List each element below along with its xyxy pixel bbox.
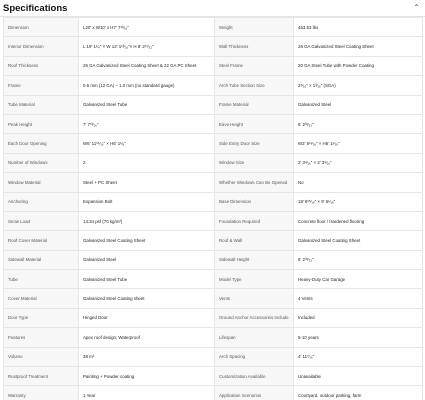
spec-value: 453.53 lbs (294, 18, 423, 37)
spec-label: Window Material (4, 173, 79, 192)
spec-row (4, 367, 423, 386)
spec-label: Cover Material (4, 289, 79, 308)
spec-label: Sidewall Material (4, 250, 79, 269)
spec-value: 4' 11⁷⁄₁₆" (294, 347, 423, 366)
spec-label: Interior Dimension (4, 37, 79, 56)
spec-row (4, 289, 423, 308)
spec-label: Volume (4, 347, 79, 366)
spec-row (4, 95, 423, 114)
specifications-header[interactable] (0, 0, 425, 17)
spec-value: 19' 8¹⁵⁄₁₆" × 9' 6¹⁄₁₆" (294, 192, 423, 211)
spec-label: Arch Spacing (215, 347, 294, 366)
spec-value: Courtyard, outdoor parking, farm (294, 386, 423, 400)
spec-value: Galvanized Steel (294, 95, 423, 114)
spec-row (4, 37, 423, 56)
chevron-up-icon[interactable]: ⌃ (413, 3, 420, 12)
spec-label: Model Type (215, 270, 294, 289)
spec-row (4, 347, 423, 366)
spec-value: L 19' 1¹⁄₄" × W 12' 1¹³⁄₁₆"× H 8' 2¹⁷⁄₃₂" (79, 37, 215, 56)
spec-label: Dimension (4, 18, 79, 37)
spec-row (4, 134, 423, 153)
spec-row (4, 308, 423, 327)
spec-label: Frame Material (215, 95, 294, 114)
spec-value: 7' 7¹³⁄₁₆" (79, 114, 215, 133)
spec-label: Sidewall Height (215, 250, 294, 269)
spec-label: Frame (4, 76, 79, 95)
spec-label: Wall Thickness (215, 37, 294, 56)
spec-label: Arch Tube Section Size (215, 76, 294, 95)
spec-value: Expansion Bolt (79, 192, 215, 211)
spec-value: 0.6 mm (12 GA) – 1.0 mm (no standard gauge) (79, 76, 215, 95)
spec-label: Eave Height (215, 114, 294, 133)
spec-label: Roof Cover Material (4, 231, 79, 250)
spec-value: Included (294, 308, 423, 327)
spec-label: Weight (215, 18, 294, 37)
spec-row (4, 173, 423, 192)
spec-label: Foundation Required (215, 211, 294, 230)
spec-value: 5-10 years (294, 328, 423, 347)
spec-value: Concrete floor / Hardened flooring (294, 211, 423, 230)
spec-label: Window Size (215, 153, 294, 172)
spec-value: 26 GA Galvanized Steel Coating Sheet & 22 GA PC Sheet (79, 56, 215, 75)
spec-row (4, 250, 423, 269)
spec-label: Warranty (4, 386, 79, 400)
spec-value: 6' 2³¹⁄₃₂" (294, 114, 423, 133)
spec-label: Each Door Opening (4, 134, 79, 153)
spec-row (4, 76, 423, 95)
spec-label: Roof & Wall (215, 231, 294, 250)
spec-label: Whether Windows Can Be Opened (215, 173, 294, 192)
spec-label: Application Scenarios (215, 386, 294, 400)
spec-row (4, 328, 423, 347)
spec-label: Ground Anchor Accessories Include (215, 308, 294, 327)
spec-label: Lifespan (215, 328, 294, 347)
spec-value: 1 Year (79, 386, 215, 400)
spec-row (4, 231, 423, 250)
spec-value: W6' 11¹⁵⁄₁₆" × H6' 1¹⁄₈" (79, 134, 215, 153)
spec-row (4, 114, 423, 133)
spec-label: Customization Available (215, 367, 294, 386)
spec-label: Features (4, 328, 79, 347)
section-title: Specifications (3, 2, 68, 14)
spec-value: 2' 3⁹⁄₁₆" × 2' 3⁹⁄₁₆" (294, 153, 423, 172)
spec-label: Door Type (4, 308, 79, 327)
spec-value: Apex roof design; Waterproof (79, 328, 215, 347)
spec-value: Steel + PC Sheet (79, 173, 215, 192)
spec-label: Base Dimension (215, 192, 294, 211)
spec-row (4, 270, 423, 289)
spec-value: 6' 2³¹⁄₃₂" (294, 250, 423, 269)
spec-value: 26 GA Galvanized Steel Coating Sheet (294, 37, 423, 56)
spec-row (4, 192, 423, 211)
spec-label: Number of Windows (4, 153, 79, 172)
spec-value: Galvanized Steel Coating Sheet (294, 231, 423, 250)
spec-value: 14.34 psf (70 kg/m²) (79, 211, 215, 230)
spec-value: Unavailable (294, 367, 423, 386)
spec-label: Tube Material (4, 95, 79, 114)
spec-value: Galvanized Steel (79, 250, 215, 269)
spec-label: Rustproof Treatment (4, 367, 79, 386)
spec-row (4, 18, 423, 37)
spec-label: Anchoring (4, 192, 79, 211)
spec-label: Steel Frame (215, 56, 294, 75)
spec-value: Painting + Powder coating (79, 367, 215, 386)
spec-label: Roof Thickness (4, 56, 79, 75)
spec-value: 20 GA Steel Tube with Powder Coating (294, 56, 423, 75)
spec-value: Hinged Door (79, 308, 215, 327)
spec-label: Peak Height (4, 114, 79, 133)
spec-value: Galvanized Steel Tube (79, 270, 215, 289)
spec-label: Vents (215, 289, 294, 308)
spec-row (4, 153, 423, 172)
spec-value: Galvanized Steel Tube (79, 95, 215, 114)
spec-value: Heavy-Duty Car Garage (294, 270, 423, 289)
spec-row (4, 211, 423, 230)
spec-value: 2⁵⁄₁₆" × 1³⁄₁₆" (SGA) (294, 76, 423, 95)
spec-value: 38 m³ (79, 347, 215, 366)
spec-value: L20' x W10' x H7' 7¹³⁄₁₆" (79, 18, 215, 37)
spec-label: Side Entry Door Size (215, 134, 294, 153)
spec-value: Galvanized Steel Coating Sheet (79, 231, 215, 250)
specifications-table (3, 17, 423, 400)
spec-row (4, 56, 423, 75)
spec-value: W2' 6¹¹⁄₁₆" × H6' 1¹⁄₁₆" (294, 134, 423, 153)
spec-row (4, 386, 423, 400)
spec-value: No (294, 173, 423, 192)
spec-label: Tube (4, 270, 79, 289)
spec-label: Snow Load (4, 211, 79, 230)
spec-value: 2 (79, 153, 215, 172)
spec-value: Galvanized Steel Coating sheet (79, 289, 215, 308)
spec-value: 4 Vents (294, 289, 423, 308)
